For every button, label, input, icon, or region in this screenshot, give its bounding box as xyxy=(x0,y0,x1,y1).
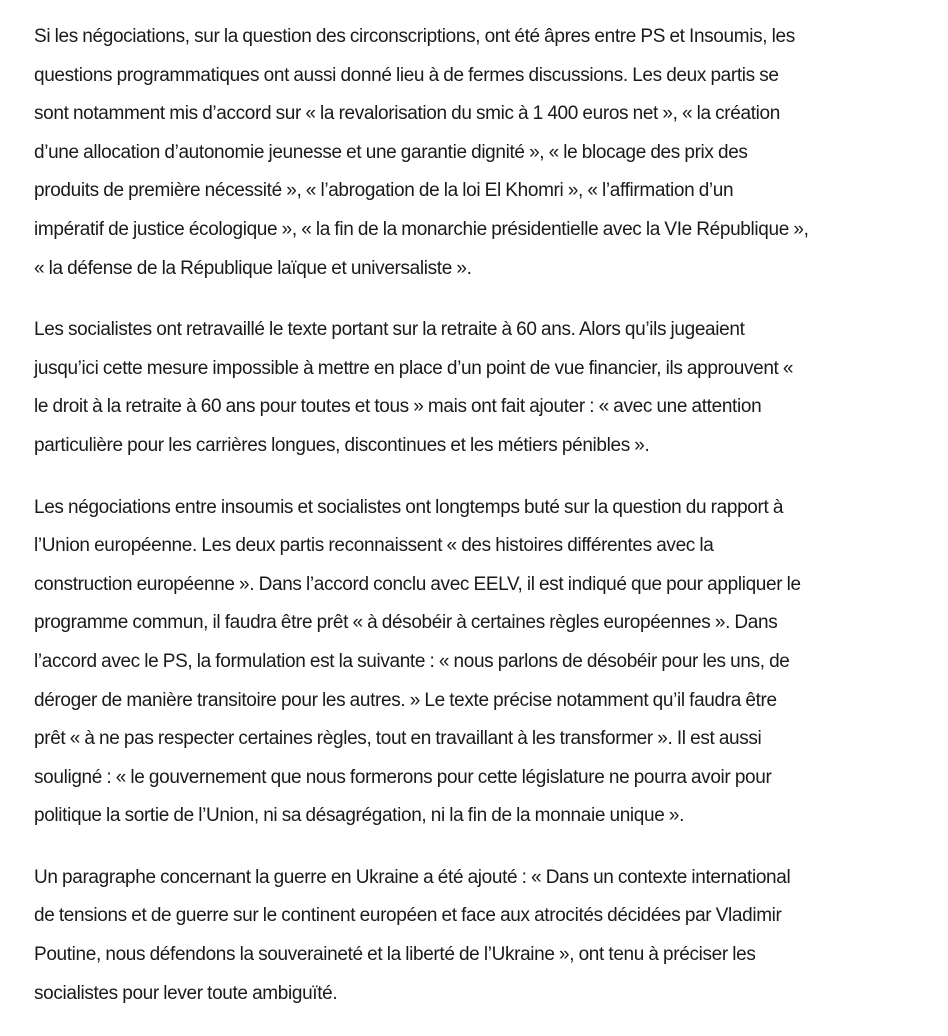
text-line: produits de première nécessité », « l’abrogation de la loi El Khomri », « l’affirmation d’un xyxy=(34,180,734,202)
text-line: construction européenne ». Dans l’accord conclu avec EELV, il est indiqué que pour appliquer le xyxy=(34,573,801,595)
article-body xyxy=(34,18,934,1036)
text-line: Si les négociations, sur la question des circonscriptions, ont été âpres entre PS et Insoumis, les xyxy=(34,26,795,47)
text-line: le droit à la retraite à 60 ans pour toutes et tous » mais ont fait ajouter : « avec une attention xyxy=(34,396,762,418)
text-line: Les socialistes ont retravaillé le texte portant sur la retraite à 60 ans. Alors qu’ils jugeaient xyxy=(34,319,745,341)
text-line: jusqu’ici cette mesure impossible à mettre en place d’un point de vue financier, ils approuvent « xyxy=(34,357,794,379)
text-line: souligné : « le gouvernement que nous formerons pour cette législature ne pourra avoir pour xyxy=(34,766,772,788)
text-line: programme commun, il faudra être prêt « à désobéir à certaines règles européennes ». Dans xyxy=(34,612,778,634)
text-line: l’accord avec le PS, la formulation est la suivante : « nous parlons de désobéir pour les uns, de xyxy=(34,650,790,672)
text-line: l’Union européenne. Les deux partis reconnaissent « des histoires différentes avec la xyxy=(34,535,714,557)
paragraph-retirement-intro xyxy=(34,18,934,288)
text-line: socialistes pour lever toute ambiguïté. xyxy=(34,982,338,1004)
text-line: prêt « à ne pas respecter certaines règles, tout en travaillant à les transformer ». Il est aussi xyxy=(34,728,762,750)
text-line: sont notamment mis d’accord sur « la revalorisation du smic à 1 400 euros net », « la création xyxy=(34,103,780,125)
text-line: Les négociations entre insoumis et socialistes ont longtemps buté sur la question du rapport à xyxy=(34,496,784,518)
text-line: particulière pour les carrières longues, discontinues et les métiers pénibles ». xyxy=(34,434,650,456)
text-line: d’une allocation d’autonomie jeunesse et une garantie dignité », « le blocage des prix des xyxy=(34,141,748,163)
text-line: questions programmatiques ont aussi donné lieu à de fermes discussions. Les deux partis se xyxy=(34,64,779,86)
paragraph-ukraine xyxy=(34,859,934,1013)
text-line: Poutine, nous défendons la souveraineté et la liberté de l’Ukraine », ont tenu à préciser les xyxy=(34,944,756,966)
text-line: politique la sortie de l’Union, ni sa désagrégation, ni la fin de la monnaie unique ». xyxy=(34,805,685,827)
text-line: impératif de justice écologique », « la fin de la monarchie présidentielle avec la VIe République », xyxy=(34,218,809,240)
paragraph-european-union xyxy=(34,489,934,836)
text-line: déroger de manière transitoire pour les autres. » Le texte précise notamment qu’il faudra être xyxy=(34,689,777,711)
text-line: « la défense de la République laïque et universaliste ». xyxy=(34,257,472,279)
text-line: Un paragraphe concernant la guerre en Ukraine a été ajouté : « Dans un contexte international xyxy=(34,866,791,888)
paragraph-retirement xyxy=(34,311,934,465)
text-line: de tensions et de guerre sur le continent européen et face aux atrocités décidées par Vladimir xyxy=(34,905,782,927)
